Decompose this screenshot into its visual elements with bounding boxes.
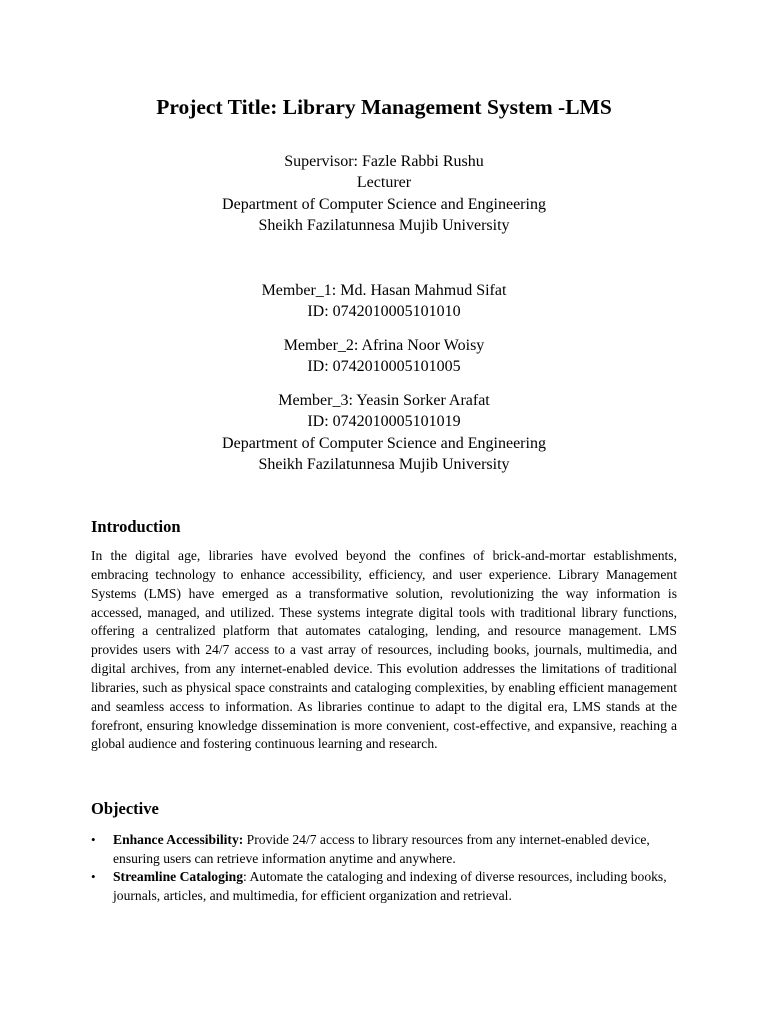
members-university: Sheikh Fazilatunnesa Mujib University (258, 455, 510, 473)
objective-item-term: Streamline Cataloging (113, 869, 244, 885)
supervisor-block (0, 151, 768, 236)
objective-item-text: Provide 24/7 access to library resources from any internet-enabled device, ensuring users can retrieve information anytime and anywhere. (113, 832, 650, 866)
member-1-name: Member_1: Md. Hasan Mahmud Sifat (261, 282, 507, 299)
member-3-name: Member_3: Yeasin Sorker Arafat (278, 392, 490, 409)
supervisor-university: Sheikh Fazilatunnesa Mujib University (258, 216, 510, 234)
member-2-block (0, 335, 768, 378)
introduction-heading: Introduction (91, 517, 181, 536)
project-title: Project Title: Library Management System -LMS (156, 95, 612, 119)
member-1-id: ID: 0742010005101010 (307, 303, 461, 321)
bullet-icon: • (91, 832, 96, 847)
supervisor-name: Supervisor: Fazle Rabbi Rushu (284, 153, 484, 170)
bullet-icon: • (91, 869, 96, 885)
member-2-name: Member_2: Afrina Noor Woisy (283, 337, 485, 354)
introduction-paragraph: In the digital age, libraries have evolved beyond the confines of brick-and-mortar establishments, embracing technology to enhance accessibility, efficiency, and user experience. Library Management Systems (LMS) have emerged as a transformative solution, revolutionizing the way information is accessed, managed, and utilized. These systems integrate digital tools with traditional library functions, offering a centralized platform that automates cataloging, lending, and resource management. LMS provides users with 24/7 access to a vast array of resources, including books, journals, multimedia, and digital archives, from any internet-enabled device. This evolution addresses the limitations of traditional libraries, such as physical space constraints and cataloging complexities, by enabling efficient management and seamless access to information. As libraries continue to adapt to the digital era, LMS stands at the forefront, ensuring knowledge dissemination is more convenient, cost-effective, and expansive, reaching a global audience and fostering continuous learning and research. (91, 548, 677, 752)
member-2-id: ID: 0742010005101005 (307, 358, 461, 376)
member-1-block (0, 280, 768, 323)
objective-item-term: Enhance Accessibility: (113, 832, 244, 847)
member-3-id: ID: 0742010005101019 (307, 413, 461, 431)
objective-item-text: : Automate the cataloging and indexing of diverse resources, including books, journals, articles, and multimedia, for efficient organization and retrieval. (113, 869, 667, 903)
objective-item (91, 831, 691, 868)
objective-item (91, 868, 691, 905)
member-3-block (0, 390, 768, 475)
supervisor-department: Department of Computer Science and Engineering (222, 195, 546, 213)
objective-heading: Objective (91, 799, 159, 818)
objective-list (91, 831, 691, 905)
members-department: Department of Computer Science and Engineering (222, 434, 546, 452)
supervisor-position: Lecturer (356, 174, 412, 192)
